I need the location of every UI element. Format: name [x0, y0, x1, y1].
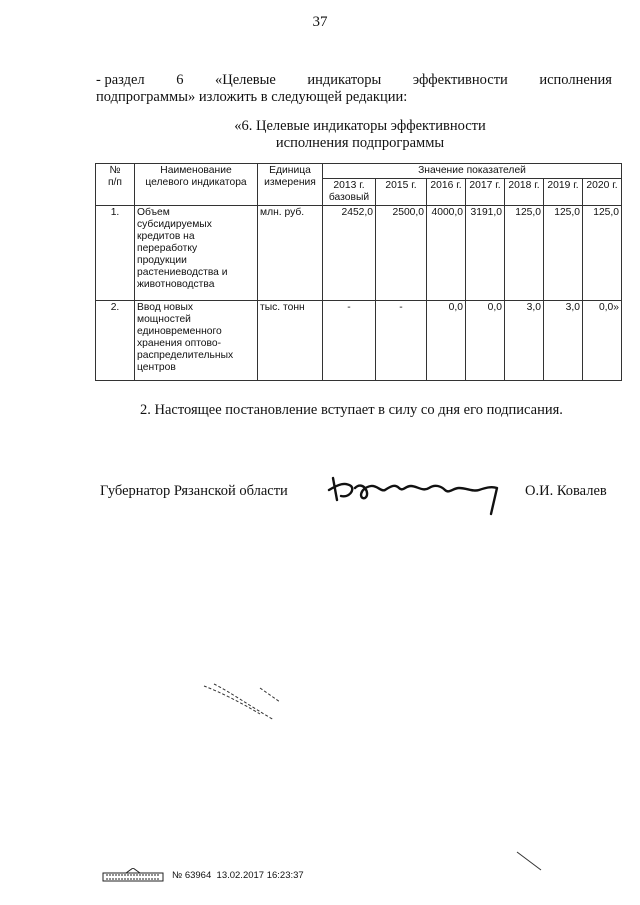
effective-date-paragraph: 2. Настоящее постановление вступает в силу со дня его подписания. — [140, 402, 563, 418]
intro-word: «Целевые — [214, 72, 276, 88]
row-value: 3191,0 — [466, 206, 505, 301]
row-value: 0,0 — [466, 301, 505, 381]
row-unit: млн. руб. — [258, 206, 323, 301]
page-number: 37 — [312, 14, 328, 30]
row-value: - — [323, 301, 376, 381]
indicators-table — [95, 163, 622, 381]
document-number: № 63964 — [172, 870, 212, 881]
intro-word: 6 — [176, 72, 184, 88]
section-title-line-1: «6. Целевые индикаторы эффективности — [234, 118, 486, 134]
header-name: Наименование целевого индикатора — [135, 164, 258, 206]
header-year: 2016 г. — [427, 179, 466, 206]
handwritten-signature — [325, 470, 510, 520]
pen-stroke-mark — [515, 850, 545, 875]
registry-stamp-icon — [102, 868, 164, 884]
intro-word: - раздел — [96, 72, 145, 88]
intro-word: исполнения — [539, 72, 612, 88]
row-value: 0,0» — [583, 301, 622, 381]
header-num: № п/п — [96, 164, 135, 206]
row-name: Объем субсидируемых кредитов на переработку продукции растениеводства и животноводства — [135, 206, 258, 301]
header-year: 2013 г. базовый — [323, 179, 376, 206]
row-value: - — [376, 301, 427, 381]
section-title-line-2: исполнения подпрограммы — [275, 135, 445, 151]
governor-name: О.И. Ковалев — [525, 483, 607, 499]
intro-line-2: подпрограммы» изложить в следующей редакции: — [96, 89, 408, 105]
table-row — [96, 206, 622, 301]
intro-word: эффективности — [412, 72, 508, 88]
intro-word: индикаторы — [307, 72, 382, 88]
header-values-group: Значение показателей — [323, 164, 622, 179]
row-value: 3,0 — [544, 301, 583, 381]
header-year: 2017 г. — [466, 179, 505, 206]
header-year: 2020 г. — [583, 179, 622, 206]
header-year: 2018 г. — [505, 179, 544, 206]
pen-stroke-mark — [200, 680, 290, 725]
intro-paragraph — [96, 72, 612, 106]
table-row — [96, 301, 622, 381]
registration-timestamp: 13.02.2017 16:23:37 — [216, 870, 304, 881]
header-unit: Единица измерения — [258, 164, 323, 206]
row-value: 3,0 — [505, 301, 544, 381]
row-value: 125,0 — [544, 206, 583, 301]
row-value: 4000,0 — [427, 206, 466, 301]
row-value: 0,0 — [427, 301, 466, 381]
header-year: 2015 г. — [376, 179, 427, 206]
governor-title: Губернатор Рязанской области — [100, 483, 288, 499]
intro-line-1 — [96, 72, 612, 89]
row-value: 125,0 — [505, 206, 544, 301]
registration-footer — [172, 870, 304, 881]
row-name: Ввод новых мощностей единовременного хранения оптово- распределительных центров — [135, 301, 258, 381]
row-value: 2452,0 — [323, 206, 376, 301]
row-num: 2. — [96, 301, 135, 381]
row-unit: тыс. тонн — [258, 301, 323, 381]
section-title — [150, 118, 570, 152]
header-year: 2019 г. — [544, 179, 583, 206]
row-value: 125,0 — [583, 206, 622, 301]
row-num: 1. — [96, 206, 135, 301]
row-value: 2500,0 — [376, 206, 427, 301]
